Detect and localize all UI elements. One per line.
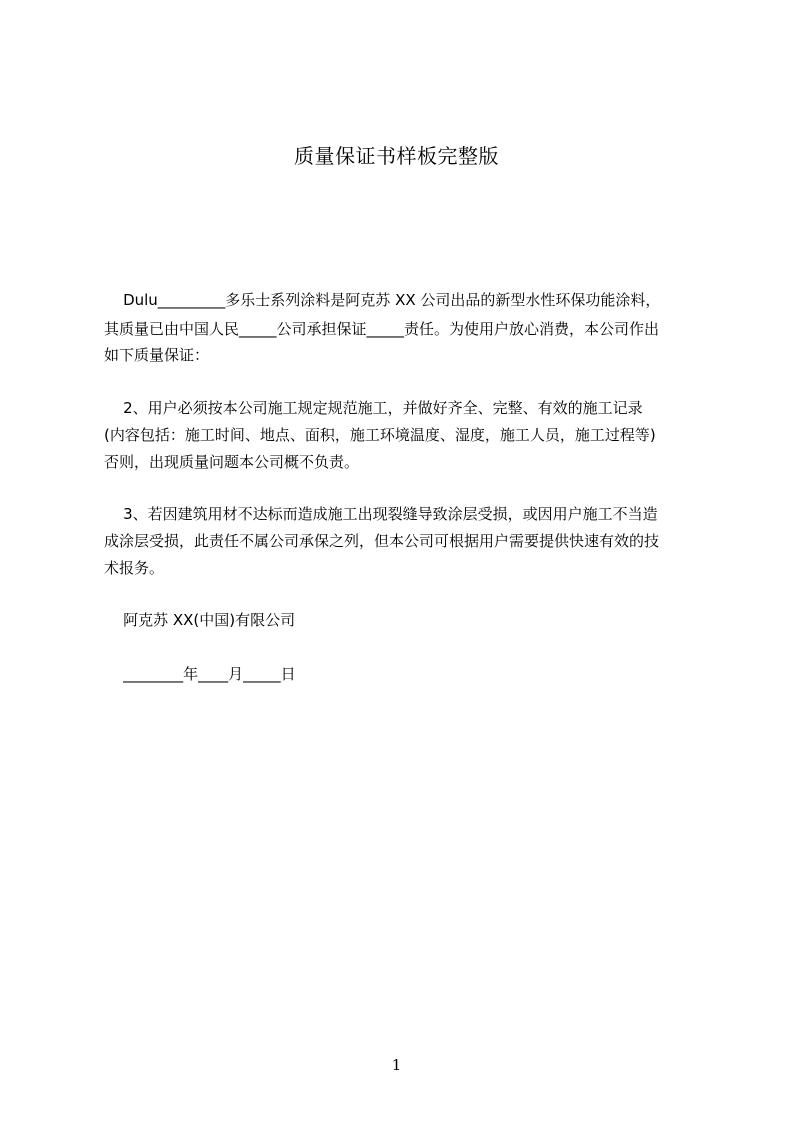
- paragraph-3-line-1: 3、若因建筑用材不达标而造成施工出现裂缝导致涂层受损，或因用户施工不当造: [104, 505, 658, 523]
- paragraph-1-line-3: 如下质量保证：: [104, 346, 210, 364]
- signature-date: ________年____月_____日: [104, 665, 296, 683]
- signature-company: 阿克苏 XX(中国)有限公司: [104, 611, 296, 629]
- paragraph-2-line-3: 否则，出现质量问题本公司概不负责。: [104, 453, 360, 471]
- document-title: 质量保证书样板完整版: [294, 144, 499, 168]
- paragraph-3-line-3: 术报务。: [104, 559, 165, 577]
- paragraph-1-line-1: Dulu_________多乐士系列涂料是阿克苏 XX 公司出品的新型水性环保功能涂料，: [104, 291, 661, 309]
- page-number: 1: [391, 1056, 402, 1074]
- paragraph-1-line-2: 其质量已由中国人民_____公司承担保证_____责任。为使用户放心消费，本公司作出: [104, 320, 660, 338]
- paragraph-2-line-1: 2、用户必须按本公司施工规定规范施工，并做好齐全、完整、有效的施工记录: [104, 399, 643, 417]
- paragraph-2-line-2: (内容包括：施工时间、地点、面积，施工环境温度、湿度，施工人员，施工过程等): [104, 426, 656, 444]
- paragraph-3-line-2: 成涂层受损，此责任不属公司承保之列，但本公司可根据用户需要提供快速有效的技: [104, 532, 660, 550]
